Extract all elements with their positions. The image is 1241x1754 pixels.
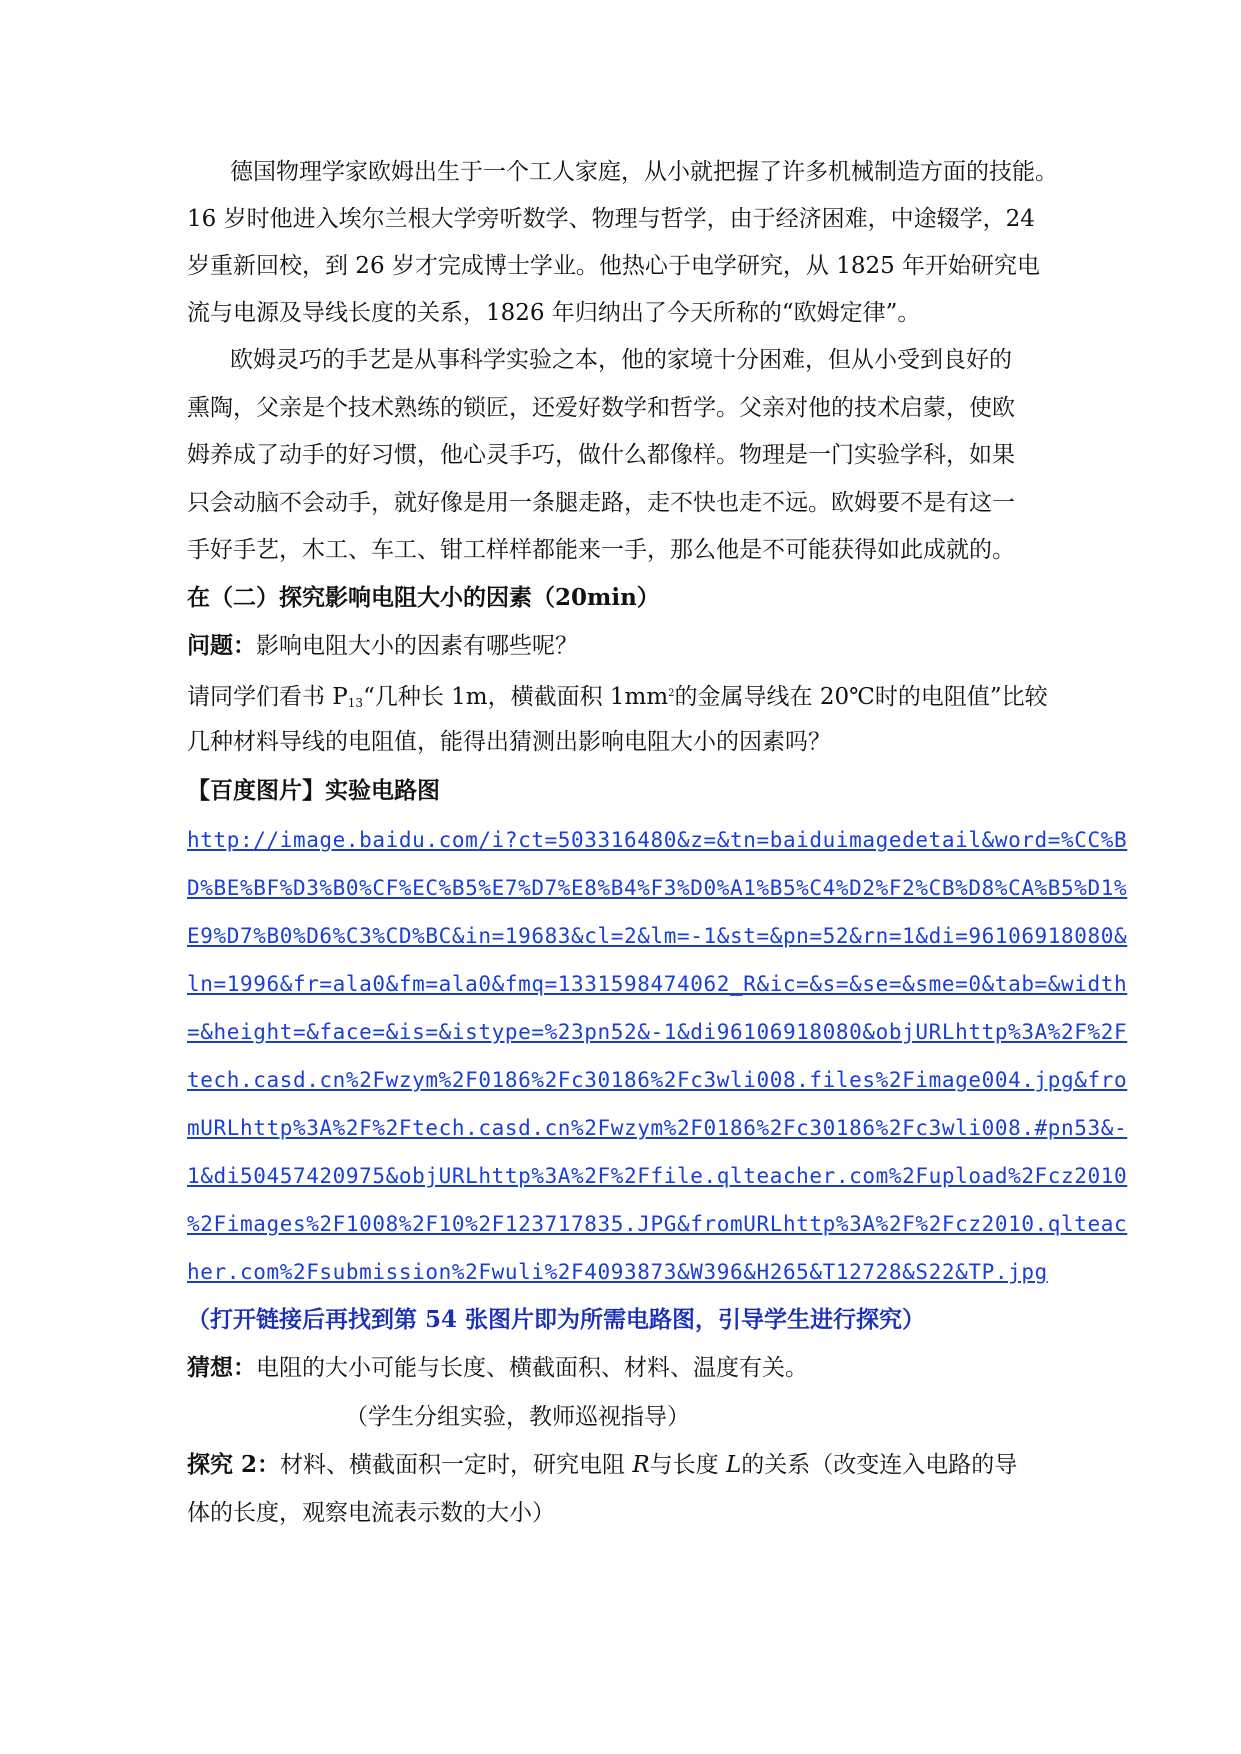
- read-pre: 请同学们看书 P: [187, 684, 348, 710]
- guess-label: 猜想：: [187, 1354, 256, 1381]
- image-link-line-5[interactable]: =&height=&face=&is=&istype=%23pn52&-1&di96106918080&objURLhttp%3A%2F%2F: [187, 1020, 1128, 1044]
- section-heading: 在（二）探究影响电阻大小的因素（20min）: [187, 584, 660, 611]
- para2-line-1: 欧姆灵巧的手艺是从事科学实验之本，他的家境十分困难，但从小受到良好的: [230, 347, 1012, 373]
- image-link-line-6[interactable]: tech.casd.cn%2Fwzym%2F0186%2Fc30186%2Fc3wli008.files%2Fimage004.jpg&fro: [187, 1068, 1128, 1092]
- para2-line-5: 手好手艺，木工、车工、钳工样样都能来一手，那么他是不可能获得如此成就的。: [187, 537, 1015, 563]
- image-link-line-7[interactable]: mURLhttp%3A%2F%2Ftech.casd.cn%2Fwzym%2F0186%2Fc30186%2Fc3wli008.#pn53&-: [187, 1116, 1128, 1140]
- explore2-label: 探究 2：: [187, 1451, 281, 1478]
- para1-line-2: 16 岁时他进入埃尔兰根大学旁听数学、物理与哲学，由于经济困难，中途辍学，24: [187, 206, 1035, 232]
- explore2-line-2: 体的长度，观察电流表示数的大小）: [187, 1500, 555, 1526]
- para2-line-3: 姆养成了动手的好习惯，他心灵手巧，做什么都像样。物理是一门实验学科，如果: [187, 442, 1015, 468]
- image-link-line-8[interactable]: 1&di50457420975&objURLhttp%3A%2F%2Ffile.qlteacher.com%2Fupload%2Fcz2010: [187, 1164, 1128, 1188]
- variable-r: R: [632, 1452, 650, 1478]
- para1-line-1: 德国物理学家欧姆出生于一个工人家庭，从小就把握了许多机械制造方面的技能。: [230, 159, 1058, 185]
- guess-text: 电阻的大小可能与长度、横截面积、材料、温度有关。: [256, 1355, 808, 1381]
- image-link-line-3[interactable]: E9%D7%B0%D6%C3%CD%BC&in=19683&cl=2&lm=-1&st=&pn=52&rn=1&di=96106918080&: [187, 924, 1128, 948]
- para1-line-3: 岁重新回校，到 26 岁才完成博士学业。他热心于电学研究，从 1825 年开始研究电: [187, 253, 1041, 279]
- para2-line-4: 只会动脑不会动手，就好像是用一条腿走路，走不快也走不远。欧姆要不是有这一: [187, 490, 1015, 516]
- variable-l: L: [725, 1452, 742, 1478]
- guess-line: [187, 1353, 808, 1383]
- baidu-heading: 【百度图片】实验电路图: [187, 777, 440, 804]
- read-post: 的金属导线在 20℃时的电阻值”比较: [674, 684, 1048, 710]
- image-link-line-4[interactable]: ln=1996&fr=ala0&fm=ala0&fmq=1331598474062_R&ic=&s=&se=&sme=0&tab=&width: [187, 972, 1128, 996]
- image-link-line-2[interactable]: D%BE%BF%D3%B0%CF%EC%B5%E7%D7%E8%B4%F3%D0%A1%B5%C4%D2%F2%CB%D8%CA%B5%D1%: [187, 876, 1128, 900]
- image-link-line-9[interactable]: %2Fimages%2F1008%2F10%2F123717835.JPG&fromURLhttp%3A%2F%2Fcz2010.qlteac: [187, 1212, 1128, 1236]
- link-note: （打开链接后再找到第 54 张图片即为所需电路图，引导学生进行探究）: [187, 1306, 926, 1333]
- para1-line-4: 流与电源及导线长度的关系，1826 年归纳出了今天所称的“欧姆定律”。: [187, 300, 921, 326]
- read-line-1: [187, 679, 1048, 718]
- para2-line-2: 熏陶，父亲是个技术熟练的锁匠，还爱好数学和哲学。父亲对他的技术启蒙，使欧: [187, 395, 1015, 421]
- question-line: [187, 631, 578, 661]
- read-mid: “几种长 1m，横截面积 1mm: [363, 684, 669, 710]
- image-link-line-1[interactable]: http://image.baidu.com/i?ct=503316480&z=&tn=baiduimagedetail&word=%CC%B: [187, 828, 1128, 852]
- question-label: 问题：: [187, 632, 256, 659]
- explore2-line-1: [187, 1450, 1017, 1480]
- area-superscript: 2: [668, 688, 675, 699]
- group-experiment-note: （学生分组实验，教师巡视指导）: [345, 1404, 690, 1430]
- image-link-line-10[interactable]: her.com%2Fsubmission%2Fwuli%2F4093873&W396&H265&T12728&S22&TP.jpg: [187, 1260, 1048, 1284]
- explore2-mid: 与长度: [649, 1452, 726, 1478]
- page-subscript: 13: [347, 696, 364, 710]
- explore2-post: 的关系（改变连入电路的导: [741, 1452, 1018, 1478]
- question-text: 影响电阻大小的因素有哪些呢？: [256, 633, 578, 659]
- read-line-2: 几种材料导线的电阻值，能得出猜测出影响电阻大小的因素吗？: [187, 729, 831, 755]
- explore2-pre: 材料、横截面积一定时，研究电阻: [280, 1452, 633, 1478]
